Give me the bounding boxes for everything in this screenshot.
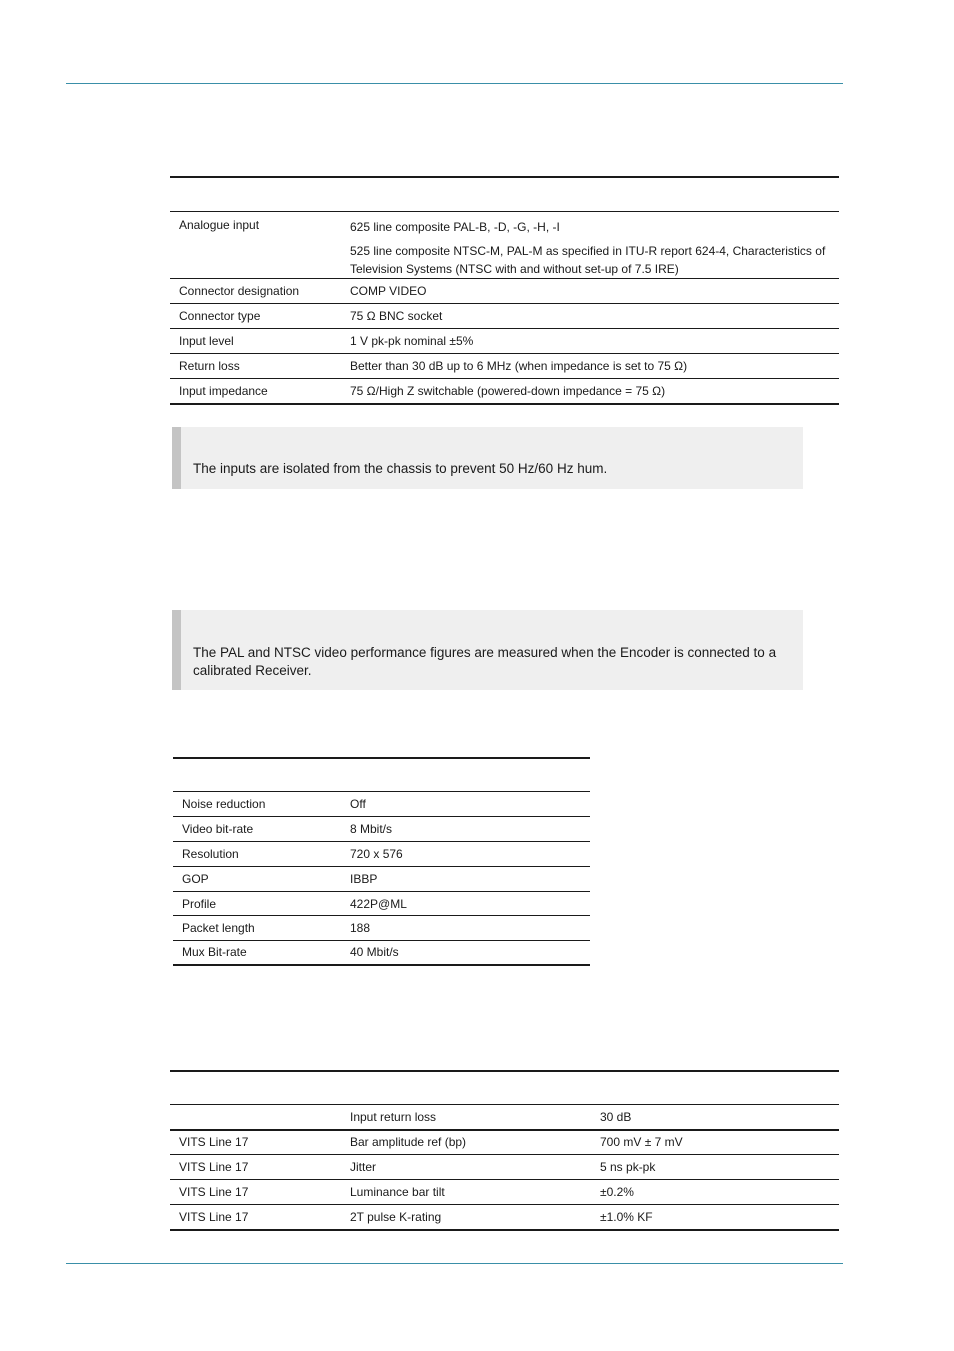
spec-value: 1 V pk-pk nominal ±5% [350,334,474,348]
perf-value: ±0.2% [600,1185,634,1199]
spec-value: 75 Ω/High Z switchable (powered-down impedance = 75 Ω) [350,383,666,398]
spec-value: 75 Ω BNC socket [350,309,443,323]
note-text: The PAL and NTSC video performance figures are measured when the Encoder is connected to a calibrated Receiver. [193,645,777,678]
perf-context [170,1105,341,1130]
table-row [173,817,590,842]
header-rule [66,83,843,84]
spec-label: Connector designation [179,284,300,298]
table-row [170,329,839,354]
perf-parameter: Luminance bar tilt [350,1185,445,1199]
table-row [173,867,590,892]
setting-label: GOP [182,872,209,886]
spec-label: Connector type [179,309,261,323]
spec-label: Return loss [179,359,240,373]
table-row [173,941,590,965]
setting-label: Profile [182,896,217,911]
table-row [170,1155,839,1180]
setting-value: 188 [350,921,371,935]
setting-value: 422P@ML [350,896,407,911]
perf-value: ±1.0% KF [600,1209,653,1224]
spec-value-line: 625 line composite PAL-B, -D, -G, -H, -I [350,220,560,234]
input-spec-table [170,211,839,405]
table-row [170,212,839,279]
perf-parameter: 2T pulse K-rating [350,1209,442,1224]
table-row [170,354,839,379]
setting-value: Off [350,797,366,811]
performance-table-top-rule [170,1070,839,1072]
perf-value: 5 ns pk-pk [600,1160,656,1174]
setting-value: IBBP [350,872,378,886]
setting-value: 8 Mbit/s [350,822,393,836]
table-row [173,916,590,941]
spec-label: Input impedance [179,383,268,398]
settings-table [173,791,590,966]
table-row [170,1130,839,1155]
perf-parameter: Input return loss [350,1109,437,1124]
setting-label: Packet length [182,921,255,935]
note-box-isolation [172,427,803,489]
table-row [173,892,590,916]
setting-value: 40 Mbit/s [350,945,399,960]
setting-label: Mux Bit-rate [182,945,247,960]
setting-value: 720 x 576 [350,847,403,861]
note-box-performance [172,610,803,690]
spec-value-line: 525 line composite NTSC-M, PAL-M as specified in ITU-R report 624-4, Characteristics of Television Systems (NTSC with and without set-up of 7.5 IRE) [350,244,826,276]
table-row [170,1205,839,1230]
performance-table [170,1104,839,1231]
footer-rule [66,1263,843,1264]
table-row [170,1105,839,1130]
table-row [173,842,590,867]
table-row [170,1180,839,1205]
settings-table-top-rule [173,757,590,759]
spec-label: Input level [179,334,234,348]
perf-context: VITS Line 17 [179,1160,249,1174]
setting-label: Noise reduction [182,797,266,811]
perf-context: VITS Line 17 [179,1185,249,1199]
note-text: The inputs are isolated from the chassis to prevent 50 Hz/60 Hz hum. [193,461,608,476]
input-table-top-rule [170,176,839,178]
spec-value [341,212,839,279]
perf-parameter: Jitter [350,1160,377,1174]
spec-value: COMP VIDEO [350,284,427,298]
spec-label: Analogue input [179,218,260,232]
perf-value: 700 mV ± 7 mV [600,1135,683,1150]
table-row [170,304,839,329]
perf-context: VITS Line 17 [179,1135,249,1150]
perf-parameter: Bar amplitude ref (bp) [350,1135,467,1150]
setting-label: Resolution [182,847,239,861]
spec-value: Better than 30 dB up to 6 MHz (when impedance is set to 75 Ω) [350,359,688,373]
table-row [170,279,839,304]
table-row [170,379,839,404]
perf-value: 30 dB [600,1109,632,1124]
table-row [173,792,590,817]
perf-context: VITS Line 17 [179,1209,249,1224]
setting-label: Video bit-rate [182,822,254,836]
